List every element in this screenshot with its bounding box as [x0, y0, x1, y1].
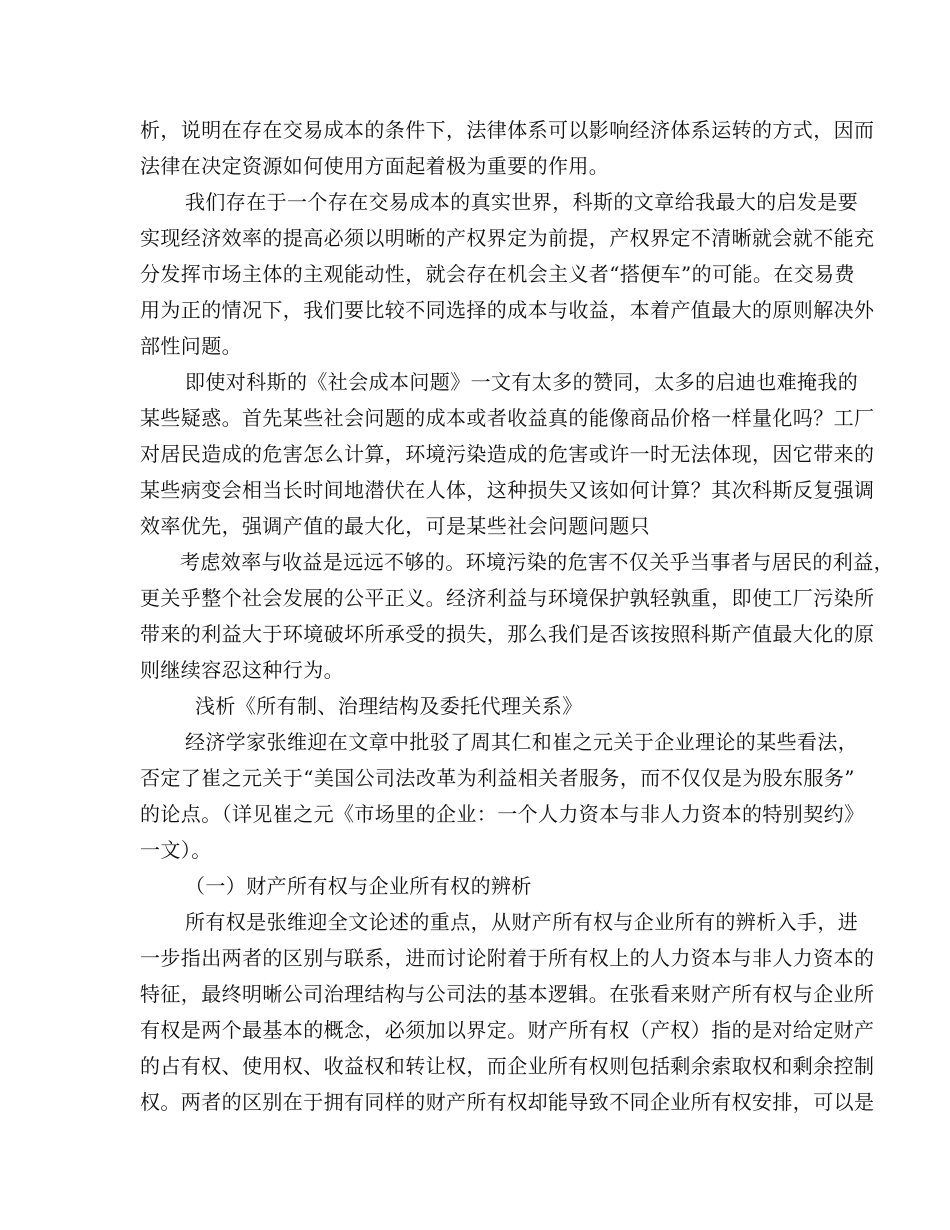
section-heading: 浅析《所有制、治理结构及委托代理关系》	[195, 694, 583, 718]
text-line: 的论点。（详见崔之元《市场里的企业：一个人力资本与非人力资本的特别契约》	[140, 802, 865, 826]
text-line: 更关乎整个社会发展的公平正义。经济利益与环境保护孰轻孰重，即使工厂污染所	[140, 586, 875, 610]
text-line: 对居民造成的危害怎么计算，环境污染造成的危害或许一时无法体现，因它带来的	[140, 442, 875, 466]
paragraph-start: 即使对科斯的《社会成本问题》一文有太多的赞同，太多的启迪也难掩我的	[185, 370, 859, 394]
text-line: 某些病变会相当长时间地潜伏在人体，这种损失又该如何计算？其次科斯反复强调	[140, 478, 875, 502]
text-line: 的占有权、使用权、收益权和转让权，而企业所有权则包括剩余索取权和剩余控制	[140, 1054, 875, 1078]
paragraph-start: 经济学家张维迎在文章中批驳了周其仁和崔之元关于企业理论的某些看法，	[185, 730, 859, 754]
text-line: 部性问题。	[140, 334, 242, 358]
text-line: 析，说明在存在交易成本的条件下，法律体系可以影响经济体系运转的方式，因而	[140, 118, 875, 142]
subsection-heading: （一）财产所有权与企业所有权的辨析	[185, 874, 532, 898]
text-line: 有权是两个最基本的概念，必须加以界定。财产所有权（产权）指的是对给定财产	[140, 1018, 875, 1042]
text-line: 带来的利益大于环境破坏所承受的损失，那么我们是否该按照科斯产值最大化的原	[140, 622, 875, 646]
text-line: 用为正的情况下，我们要比较不同选择的成本与收益，本着产值最大的原则解决外	[140, 298, 875, 322]
text-line: 某些疑惑。首先某些社会问题的成本或者收益真的能像商品价格一样量化吗？工厂	[140, 406, 875, 430]
text-line: 一步指出两者的区别与联系，进而讨论附着于所有权上的人力资本与非人力资本的	[140, 946, 875, 970]
text-line: 法律在决定资源如何使用方面起着极为重要的作用。	[140, 154, 610, 178]
text-line: 效率优先，强调产值的最大化，可是某些社会问题问题只	[140, 514, 650, 538]
text-line: 实现经济效率的提高必须以明晰的产权界定为前提，产权界定不清晰就会就不能充	[140, 226, 875, 250]
text-line: 分发挥市场主体的主观能动性，就会存在机会主义者“搭便车”的可能。在交易费	[140, 262, 855, 286]
text-line: 权。两者的区别在于拥有同样的财产所有权却能导致不同企业所有权安排，可以是	[140, 1090, 875, 1114]
paragraph-start: 所有权是张维迎全文论述的重点，从财产所有权与企业所有的辨析入手，进	[185, 910, 859, 934]
paragraph-start: 我们存在于一个存在交易成本的真实世界，科斯的文章给我最大的启发是要	[185, 190, 859, 214]
paragraph-start: 考虑效率与收益是远远不够的。环境污染的危害不仅关乎当事者与居民的利益，	[180, 550, 894, 574]
text-line: 一文）。	[140, 838, 212, 862]
text-line: 否定了崔之元关于“美国公司法改革为利益相关者服务，而不仅仅是为股东服务”	[140, 766, 855, 790]
text-line: 特征，最终明晰公司治理结构与公司法的基本逻辑。在张看来财产所有权与企业所	[140, 982, 875, 1006]
text-line: 则继续容忍这种行为。	[140, 658, 344, 682]
